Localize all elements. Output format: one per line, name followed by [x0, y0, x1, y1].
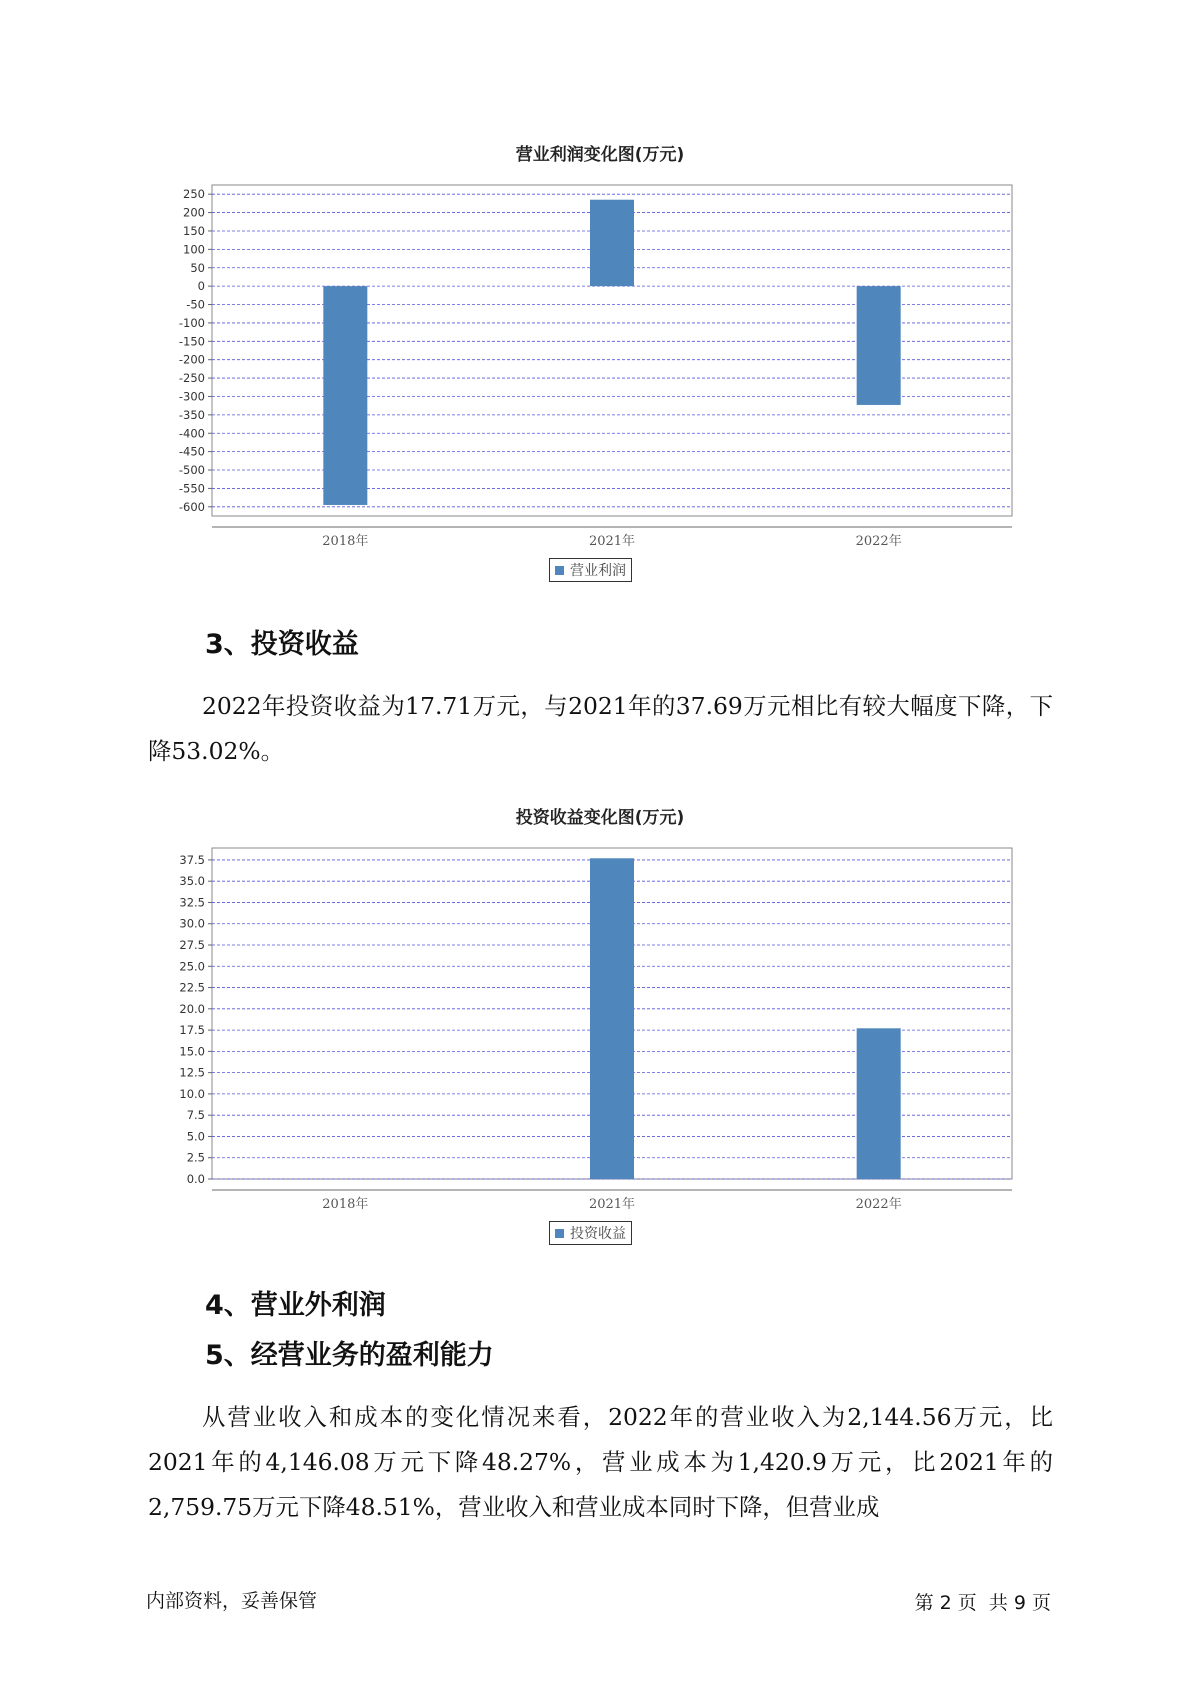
- chart-svg: [150, 140, 1050, 590]
- y-tick-label: 17.5: [179, 1023, 205, 1038]
- y-tick-label: -550: [178, 481, 205, 496]
- section-3-paragraph: 2022年投资收益为17.71万元，与2021年的37.69万元相比有较大幅度下降，下降53.02%。: [148, 692, 1053, 765]
- y-tick-label: 12.5: [179, 1065, 205, 1080]
- y-tick-label: 15.0: [179, 1044, 205, 1059]
- y-tick-label: -150: [178, 334, 205, 349]
- y-tick-label: -500: [178, 463, 205, 478]
- x-tick-label: 2022年: [855, 1197, 902, 1212]
- bar: [857, 286, 901, 405]
- y-tick-label: 0.0: [186, 1172, 205, 1186]
- y-tick-label: -600: [178, 499, 205, 514]
- y-tick-label: 32.5: [179, 895, 205, 910]
- y-tick-label: 5.0: [186, 1129, 205, 1144]
- y-tick-label: 50: [190, 260, 205, 275]
- y-tick-label: 10.0: [179, 1086, 205, 1101]
- x-tick-label: 2022年: [855, 534, 902, 549]
- y-tick-label: -300: [178, 389, 205, 404]
- legend-label: 营业利润: [570, 563, 626, 579]
- footer-confidential-note: 内部资料，妥善保管: [146, 1590, 318, 1612]
- y-tick-label: 22.5: [179, 980, 205, 995]
- y-tick-label: 200: [183, 205, 205, 220]
- y-tick-label: 7.5: [186, 1108, 205, 1123]
- chart-legend: [549, 1221, 632, 1245]
- y-tick-label: 20.0: [179, 1001, 205, 1016]
- legend-label: 投资收益: [570, 1226, 626, 1242]
- y-tick-label: 0: [197, 279, 205, 294]
- x-tick-label: 2021年: [588, 534, 636, 549]
- section-5-paragraph: 从营业收入和成本的变化情况来看，2022年的营业收入为2,144.56万元，比2021年的4,146.08万元下降48.27%，营业成本为1,420.9万元，比2021年的2,759.75万元下降48.51%，营业收入和营业成本同时下降，但营业成: [148, 1403, 1053, 1521]
- y-tick-label: 30.0: [179, 916, 205, 931]
- y-tick-label: 150: [183, 223, 205, 238]
- operating-profit-chart: [150, 140, 1050, 590]
- y-tick-label: -50: [186, 297, 205, 312]
- bar: [857, 1028, 901, 1179]
- y-tick-label: 100: [183, 242, 205, 257]
- bar: [590, 200, 634, 286]
- investment-income-chart: [150, 803, 1050, 1253]
- legend-swatch: [555, 566, 564, 575]
- x-tick-label: 2021年: [588, 1197, 636, 1212]
- section-5-heading: 5、经营业务的盈利能力: [205, 1340, 494, 1371]
- y-tick-label: -350: [178, 407, 205, 422]
- x-tick-label: 2018年: [322, 1197, 369, 1212]
- chart-legend: [549, 558, 632, 582]
- y-tick-label: 2.5: [186, 1150, 205, 1165]
- y-tick-label: 25.0: [179, 959, 205, 974]
- chart-title: 投资收益变化图(万元): [515, 808, 685, 828]
- y-tick-label: 27.5: [179, 938, 205, 953]
- y-tick-label: -250: [178, 371, 205, 386]
- y-tick-label: -100: [178, 315, 205, 330]
- footer-page-number: 第 2 页 共 9 页: [914, 1592, 1051, 1614]
- y-tick-label: 35.0: [179, 874, 205, 889]
- y-tick-label: -400: [178, 426, 205, 441]
- bar: [590, 858, 634, 1179]
- chart-title: 营业利润变化图(万元): [515, 145, 685, 165]
- x-tick-label: 2018年: [322, 534, 369, 549]
- y-tick-label: 37.5: [179, 852, 205, 867]
- legend-swatch: [555, 1229, 564, 1238]
- y-tick-label: 250: [183, 187, 205, 202]
- y-tick-label: -450: [178, 444, 205, 459]
- chart-svg: [150, 803, 1050, 1253]
- section-3-heading: 3、投资收益: [205, 629, 359, 660]
- y-tick-label: -200: [178, 352, 205, 367]
- bar: [323, 286, 367, 505]
- section-4-heading: 4、营业外利润: [205, 1290, 386, 1321]
